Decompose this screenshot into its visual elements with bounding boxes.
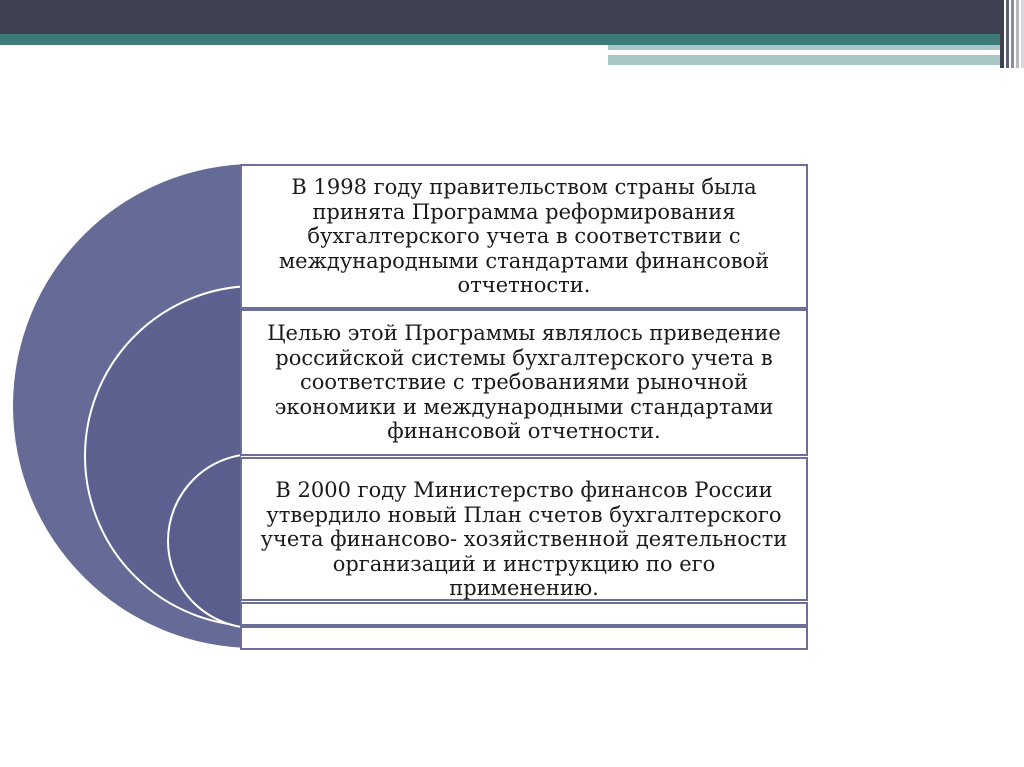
- diagram-item-2-text: Целью этой Программы являлось приведение российской системы бухгалтерского учета в соответствие с требованиями рыночной экономики и международными стандартами финансовой отчетности.: [267, 321, 781, 444]
- box-4-frame: [241, 603, 807, 625]
- box-5-frame: [241, 627, 807, 649]
- diagram-item-3-text: В 2000 году Министерство финансов России утвердило новый План счетов бухгалтерского учета финансово- хозяйственной деятельности организаций и инструкцию по его применению.: [260, 478, 788, 600]
- diagram-item-1-text: В 1998 году правительством страны была принята Программа реформирования бухгалтерского учета в соответствии с международными стандартами финансовой отчетности.: [278, 175, 770, 298]
